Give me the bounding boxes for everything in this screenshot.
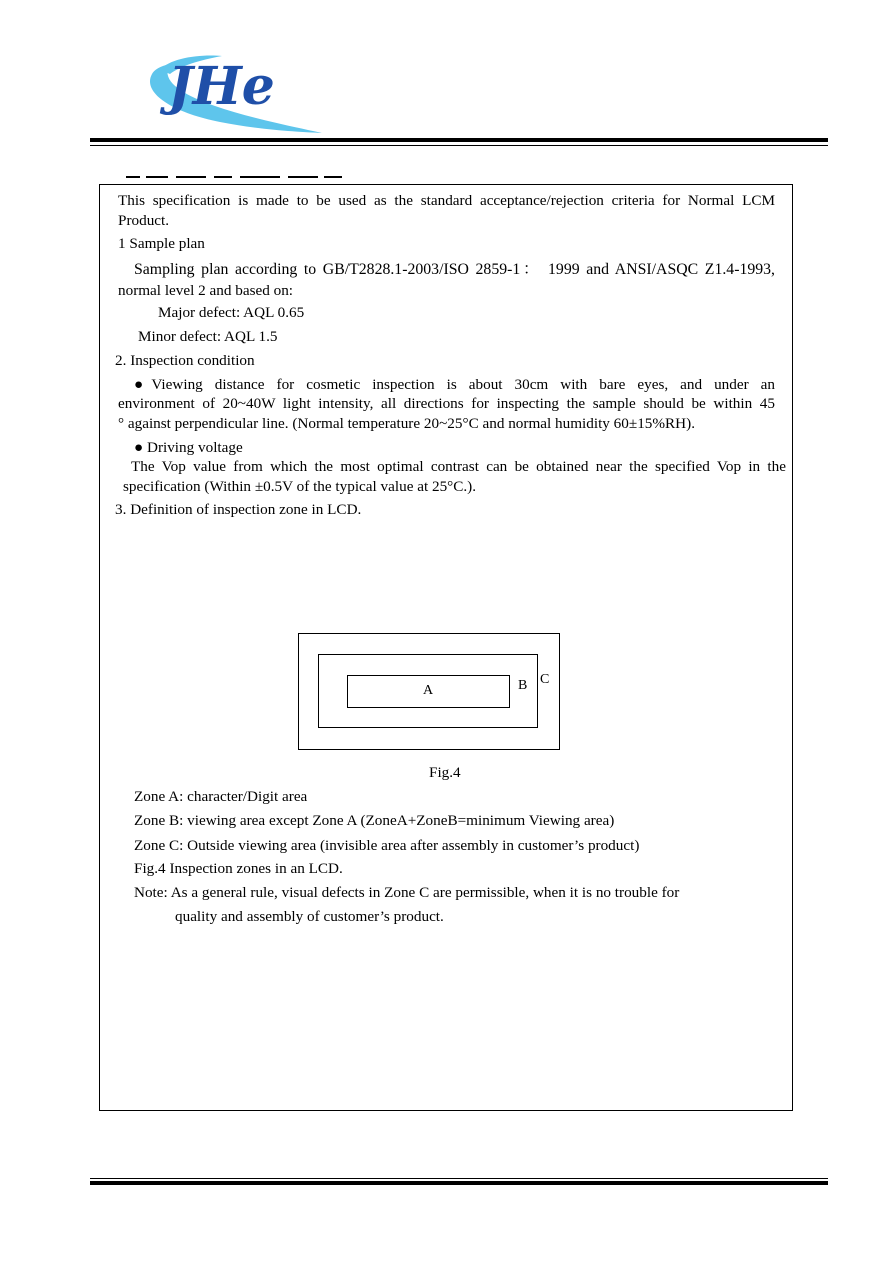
driving-voltage-line-1: The Vop value from which the most optimal contrast can be obtained near the specified Vop in the	[131, 458, 786, 475]
driving-voltage-heading: ● Driving voltage	[134, 439, 243, 456]
minor-defect: Minor defect: AQL 1.5	[138, 328, 278, 345]
footer-rule-thick	[90, 1181, 828, 1185]
viewing-distance-line-3: ° against perpendicular line. (Normal temperature 20~25°C and normal humidity 60±15%RH).	[118, 415, 695, 432]
zone-c-description: Zone C: Outside viewing area (invisible area after assembly in customer’s product)	[134, 837, 640, 854]
zone-b-label: B	[518, 678, 528, 693]
header-rule-thick	[90, 138, 828, 142]
note-line-2: quality and assembly of customer’s product.	[175, 908, 444, 925]
svg-text:JHe: JHe	[168, 56, 275, 117]
intro-line-1: This specification is made to be used as the standard acceptance/rejection criteria for Normal LCM	[118, 192, 775, 209]
driving-voltage-line-2: specification (Within ±0.5V of the typical value at 25°C.).	[123, 478, 477, 495]
company-logo	[140, 40, 330, 140]
major-defect: Major defect: AQL 0.65	[158, 304, 305, 321]
viewing-distance-line-2: environment of 20~40W light intensity, all directions for inspecting the sample should be within 45	[118, 395, 775, 412]
header-rule-thin	[90, 145, 828, 146]
inspection-condition-heading: 2. Inspection condition	[115, 352, 255, 369]
zone-a-label: A	[423, 683, 434, 698]
sample-plan-heading: 1 Sample plan	[118, 235, 205, 252]
sample-plan-line-1: Sampling plan according to GB/T2828.1-2003/ISO 2859-1： 1999 and ANSI/ASQC Z1.4-1993,	[134, 261, 775, 278]
zone-b-description: Zone B: viewing area except Zone A (ZoneA+ZoneB=minimum Viewing area)	[134, 812, 615, 829]
zone-definition-heading: 3. Definition of inspection zone in LCD.	[115, 501, 362, 518]
zone-a-description: Zone A: character/Digit area	[134, 788, 308, 805]
zone-c-label: C	[540, 672, 550, 687]
figure-caption: Fig.4	[429, 764, 461, 781]
footer-rule-thin	[90, 1178, 828, 1179]
sample-plan-line-2: normal level 2 and based on:	[118, 282, 294, 299]
figure-note: Fig.4 Inspection zones in an LCD.	[134, 860, 343, 877]
intro-line-2: Product.	[118, 212, 170, 229]
note-line-1: Note: As a general rule, visual defects in Zone C are permissible, when it is no trouble for	[134, 884, 680, 901]
viewing-distance-line-1: ●Viewing distance for cosmetic inspection is about 30cm with bare eyes, and under an	[134, 376, 775, 393]
clipped-heading-remnant	[126, 174, 346, 180]
